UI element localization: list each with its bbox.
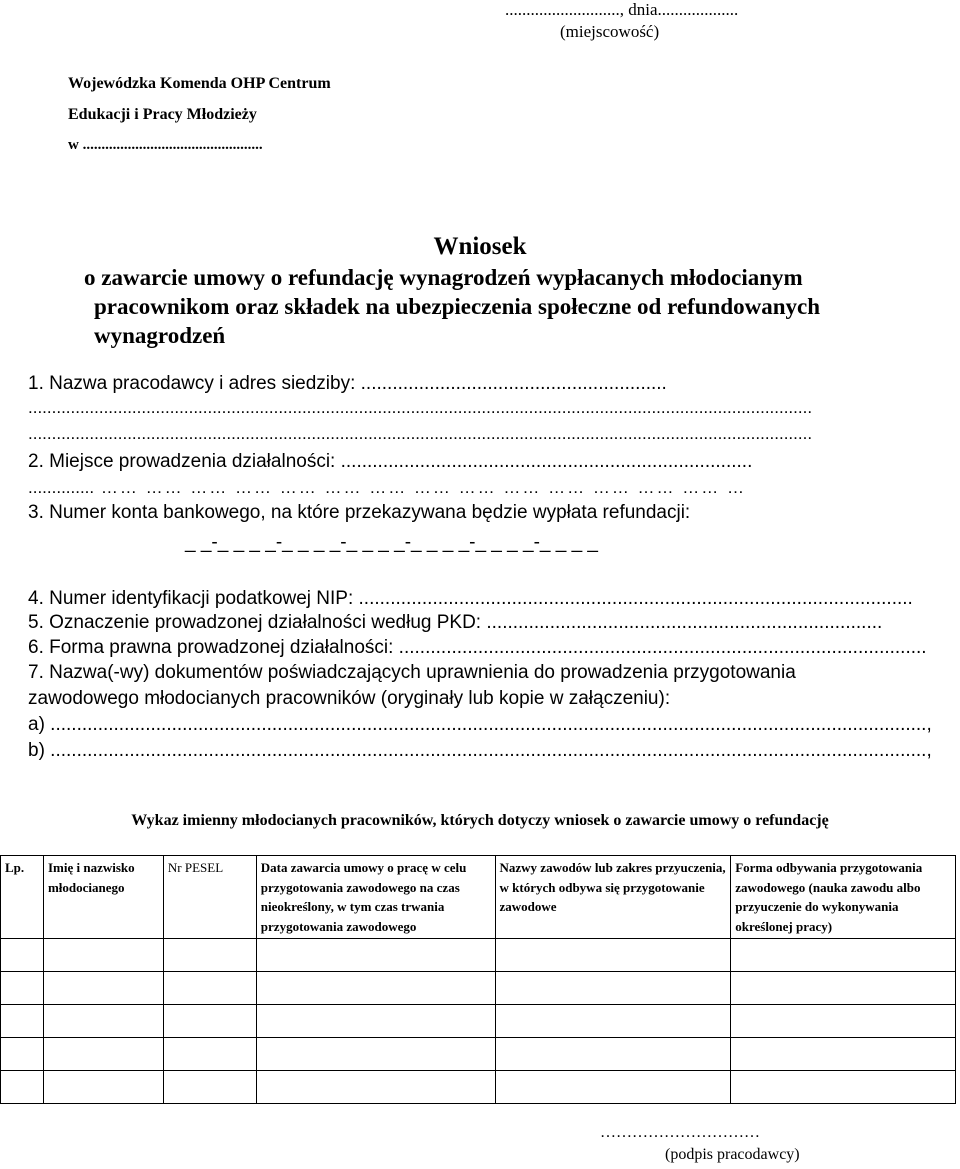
field-documents-line-1: 7. Nazwa(-wy) dokumentów poświadczających uprawnienia do prowadzenia przygotowania <box>28 662 796 683</box>
dotted-leader: ...................................................................................................... <box>374 588 913 609</box>
table-cell[interactable] <box>163 939 256 972</box>
addressee-line-2: Edukacji i Pracy Młodzieży <box>68 106 257 123</box>
field-employer-name-label: 1. Nazwa pracodawcy i adres siedziby: ... <box>28 373 377 394</box>
col-header-lp: Lp. <box>1 856 44 939</box>
document-subtitle-line-1: o zawarcie umowy o refundację wynagrodzeń wypłacanych młodocianym <box>84 265 803 290</box>
table-cell[interactable] <box>495 1071 731 1104</box>
col-header-name: Imię i nazwisko młodocianego <box>43 856 163 939</box>
field-employer-name <box>28 373 667 395</box>
table-cell[interactable] <box>495 972 731 1005</box>
field-legal-form <box>28 637 927 659</box>
table-cell[interactable] <box>256 1005 495 1038</box>
document-title: Wniosek <box>433 233 527 260</box>
document-subtitle-line-2: pracownikom oraz składek na ubezpieczenia społeczne od refundowanych <box>94 294 821 319</box>
table-cell[interactable] <box>43 939 163 972</box>
field-business-location-label: 2. Miejsce prowadzenia działalności: ... <box>28 451 357 472</box>
table-cell[interactable] <box>163 1005 256 1038</box>
dotted-leader: ........... <box>42 478 95 497</box>
table-row <box>1 939 956 972</box>
table-cell[interactable] <box>731 1038 956 1071</box>
field-documents-b-label: b) ... <box>28 740 67 761</box>
dotted-leader: ................................................................................................................................................................... <box>42 398 813 417</box>
table-row <box>1 1038 956 1071</box>
date-line: ..........................., dnia................... <box>505 0 739 19</box>
bank-account-template: _ _-_ _ _ _-_ _ _ _-_ _ _ _-_ _ _ _-_ _ _ _-_ _ _ _ <box>185 532 598 553</box>
table-cell[interactable] <box>163 972 256 1005</box>
field-documents-line-2: zawodowego młodocianych pracowników (oryginały lub kopie w załączeniu): <box>28 688 671 709</box>
document-subtitle-line-3: wynagrodzeń <box>94 323 226 348</box>
field-nip <box>28 588 913 610</box>
table-cell[interactable] <box>1 1071 44 1104</box>
table-cell[interactable] <box>1 972 44 1005</box>
signature-label: (podpis pracodawcy) <box>665 1146 800 1163</box>
table-cell[interactable] <box>256 1038 495 1071</box>
dotted-leader: ................................................................................................. <box>414 637 927 658</box>
dotted-leader: ................................................................................................................................................................... <box>66 740 927 761</box>
table-row <box>1 1071 956 1104</box>
dots-text: ... <box>28 398 43 417</box>
table-cell[interactable] <box>495 1038 731 1071</box>
table-row <box>1 972 956 1005</box>
wykaz-heading: Wykaz imienny młodocianych pracowników, których dotyczy wniosek o zawarcie umowy o refundację <box>131 812 829 829</box>
dotted-leader: ........................................................................ <box>502 612 883 633</box>
table-cell[interactable] <box>43 1038 163 1071</box>
wykaz-table <box>0 855 956 1104</box>
table-row <box>1 1005 956 1038</box>
table-cell[interactable] <box>1 1038 44 1071</box>
addressee-line-3: w ................................................ <box>68 137 263 153</box>
table-cell[interactable] <box>256 939 495 972</box>
field-business-location-dots <box>28 478 746 498</box>
table-cell[interactable] <box>43 1071 163 1104</box>
wykaz-header-row <box>1 856 956 939</box>
table-cell[interactable] <box>731 972 956 1005</box>
col-header-form: Forma odbywania przygotowania zawodowego (nauka zawodu albo przyuczenie do wykonywania określonej pracy) <box>731 856 956 939</box>
addressee-line-1: Wojewódzka Komenda OHP Centrum <box>68 75 331 92</box>
table-cell[interactable] <box>43 1005 163 1038</box>
table-cell[interactable] <box>495 939 731 972</box>
field-documents-a-label: a) ... <box>28 714 67 735</box>
table-cell[interactable] <box>163 1071 256 1104</box>
dots-text: ... <box>28 424 43 443</box>
table-cell[interactable] <box>1 939 44 972</box>
table-cell[interactable] <box>256 1071 495 1104</box>
dotted-leader-spaced: …… …… …… …… …… …… …… …… …… …… …… …… …… …… … <box>94 478 746 497</box>
table-cell[interactable] <box>731 1071 956 1104</box>
field-legal-form-label: 6. Forma prawna prowadzonej działalności: ... <box>28 637 415 658</box>
table-cell[interactable] <box>256 972 495 1005</box>
signature-line: ………………………… <box>600 1124 760 1141</box>
col-header-pesel: Nr PESEL <box>163 856 256 939</box>
field-business-location <box>28 451 752 473</box>
table-cell[interactable] <box>731 1005 956 1038</box>
dotted-leader: ....................................................... <box>376 373 667 394</box>
field-pkd <box>28 612 882 634</box>
dotted-leader: ........................................................................... <box>356 451 753 472</box>
table-cell[interactable] <box>43 972 163 1005</box>
field-bank-account: 3. Numer konta bankowego, na które przekazywana będzie wypłata refundacji: <box>28 502 691 523</box>
table-cell[interactable] <box>1 1005 44 1038</box>
field-documents-b: b) ......................................................................................................................................................................, <box>28 740 932 761</box>
field-nip-label: 4. Numer identyfikacji podatkowej NIP: ... <box>28 588 375 609</box>
dotted-leader: ................................................................................................................................................................... <box>66 714 927 735</box>
col-header-contract-date: Data zawarcia umowy o pracę w celu przygotowania zawodowego na czas nieokreślony, w tym czas trwania przygotowania zawodowego <box>256 856 495 939</box>
dots-text: ... <box>28 478 43 497</box>
field-employer-name-dots-2 <box>28 424 812 444</box>
table-cell[interactable] <box>731 939 956 972</box>
dotted-leader: ................................................................................................................................................................... <box>42 424 813 443</box>
field-documents-a: a) ......................................................................................................................................................................, <box>28 714 932 735</box>
field-employer-name-dots-1 <box>28 398 812 418</box>
place-caption: (miejscowość) <box>560 22 660 41</box>
table-cell[interactable] <box>163 1038 256 1071</box>
field-pkd-label: 5. Oznaczenie prowadzonej działalności według PKD: ... <box>28 612 503 633</box>
table-cell[interactable] <box>495 1005 731 1038</box>
col-header-profession: Nazwy zawodów lub zakres przyuczenia, w których odbywa się przygotowanie zawodowe <box>495 856 731 939</box>
